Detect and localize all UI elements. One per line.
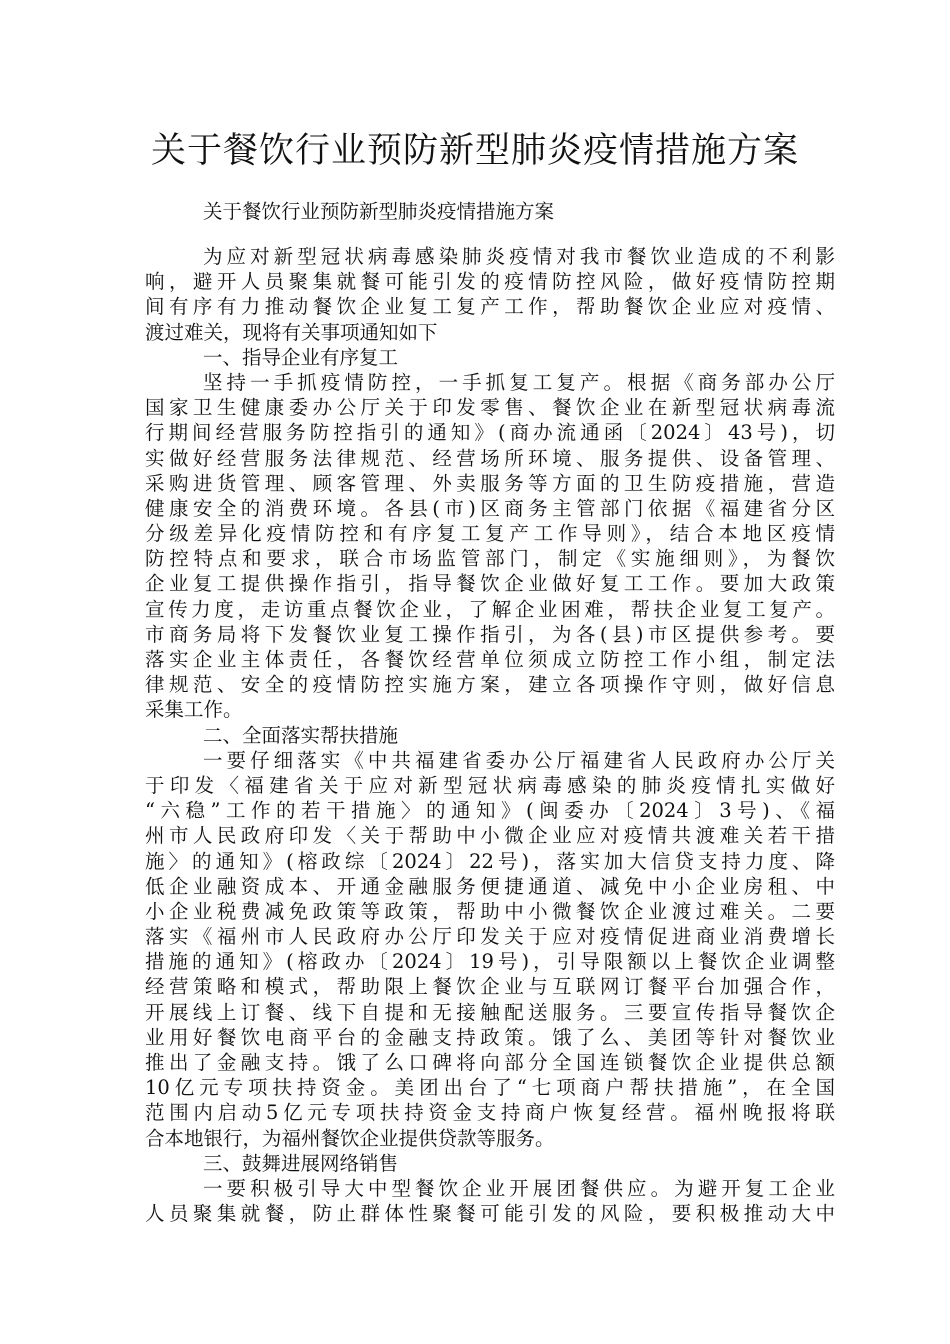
text-line: 防控特点和要求，联合市场监管部门，制定《实施细则》，为餐饮 bbox=[145, 547, 835, 571]
text-line: 响，避开人员聚集就餐可能引发的疫情防控风险，做好疫情防控期 bbox=[145, 270, 835, 294]
text-line: 三、鼓舞进展网络销售 bbox=[203, 1151, 399, 1175]
text-line: 坚持一手抓疫情防控，一手抓复工复产。根据《商务部办公厅 bbox=[203, 370, 835, 394]
text-line: 宣传力度，走访重点餐饮企业，了解企业困难，帮扶企业复工复产。 bbox=[145, 597, 835, 621]
text-line: “六稳”工作的若干措施〉的通知》(闽委办〔2024〕3号)、《福 bbox=[145, 799, 835, 823]
text-line: 州市人民政府印发〈关于帮助中小微企业应对疫情共渡难关若干措 bbox=[145, 824, 835, 848]
text-line: 为应对新型冠状病毒感染肺炎疫情对我市餐饮业造成的不利影 bbox=[203, 245, 835, 268]
text-line: 措施的通知》(榕政办〔2024〕19号)，引导限额以上餐饮企业调整 bbox=[145, 950, 835, 974]
text-line: 实做好经营服务法律规范、经营场所环境、服务提供、设备管理、 bbox=[145, 446, 835, 470]
text-line: 落实企业主体责任，各餐饮经营单位须成立防控工作小组，制定法 bbox=[145, 648, 835, 671]
text-line: 经营策略和模式，帮助限上餐饮企业与互联网订餐平台加强合作， bbox=[145, 975, 835, 999]
text-line: 范围内启动5亿元专项扶持资金支持商户恢复经营。福州晚报将联 bbox=[145, 1101, 835, 1125]
text-line: 间有序有力推动餐饮企业复工复产工作，帮助餐饮企业应对疫情、 bbox=[145, 295, 835, 319]
text-line: 分级差异化疫情防控和有序复工复产工作导则》，结合本地区疫情 bbox=[145, 522, 835, 546]
document-title: 关于餐饮行业预防新型肺炎疫情措施方案 bbox=[150, 131, 799, 171]
text-line: 合本地银行，为福州餐饮企业提供贷款等服务。 bbox=[145, 1126, 555, 1150]
text-line: 施〉的通知》(榕政综〔2024〕22号)，落实加大信贷支持力度、降 bbox=[145, 849, 835, 873]
document-subtitle: 关于餐饮行业预防新型肺炎疫情措施方案 bbox=[203, 200, 555, 223]
text-line: 行期间经营服务防控指引的通知》(商办流通函〔2024〕43号)，切 bbox=[145, 421, 835, 445]
text-line: 国家卫生健康委办公厅关于印发零售、餐饮企业在新型冠状病毒流 bbox=[145, 396, 835, 420]
text-line: 健康安全的消费环境。各县(市)区商务主管部门依据《福建省分区 bbox=[145, 496, 835, 520]
text-line: 采集工作。 bbox=[145, 698, 243, 722]
text-line: 企业复工提供操作指引，指导餐饮企业做好复工工作。要加大政策 bbox=[145, 572, 835, 596]
text-line: 落实《福州市人民政府办公厅印发关于应对疫情促进商业消费增长 bbox=[145, 925, 835, 949]
text-line: 业用好餐饮电商平台的金融支持政策。饿了么、美团等针对餐饮业 bbox=[145, 1025, 835, 1049]
text-line: 推出了金融支持。饿了么口碑将向部分全国连锁餐饮企业提供总额 bbox=[145, 1051, 835, 1074]
text-line: 一要仔细落实《中共福建省委办公厅福建省人民政府办公厅关 bbox=[203, 748, 835, 772]
text-line: 二、全面落实帮扶措施 bbox=[203, 723, 399, 747]
text-line: 一要积极引导大中型餐饮企业开展团餐供应。为避开复工企业 bbox=[203, 1176, 835, 1200]
text-line: 渡过难关，现将有关事项通知如下 bbox=[145, 320, 438, 344]
text-line: 采购进货管理、顾客管理、外卖服务等方面的卫生防疫措施，营造 bbox=[145, 471, 835, 495]
document-body bbox=[145, 244, 835, 1226]
text-line: 低企业融资成本、开通金融服务便捷通道、减免中小企业房租、中 bbox=[145, 874, 835, 898]
text-line: 人员聚集就餐，防止群体性聚餐可能引发的风险，要积极推动大中 bbox=[145, 1202, 835, 1226]
text-line: 市商务局将下发餐饮业复工操作指引，为各(县)市区提供参考。要 bbox=[145, 622, 835, 646]
text-line: 小企业税费减免政策等政策，帮助中小微餐饮企业渡过难关。二要 bbox=[145, 899, 835, 923]
text-line: 10亿元专项扶持资金。美团出台了“七项商户帮扶措施”，在全国 bbox=[145, 1076, 835, 1100]
text-line: 一、指导企业有序复工 bbox=[203, 345, 399, 369]
text-line: 律规范、安全的疫情防控实施方案，建立各项操作守则，做好信息 bbox=[145, 673, 835, 697]
text-line: 开展线上订餐、线下自提和无接触配送服务。三要宣传指导餐饮企 bbox=[145, 1000, 835, 1024]
text-line: 于印发〈福建省关于应对新型冠状病毒感染的肺炎疫情扎实做好 bbox=[145, 773, 835, 797]
